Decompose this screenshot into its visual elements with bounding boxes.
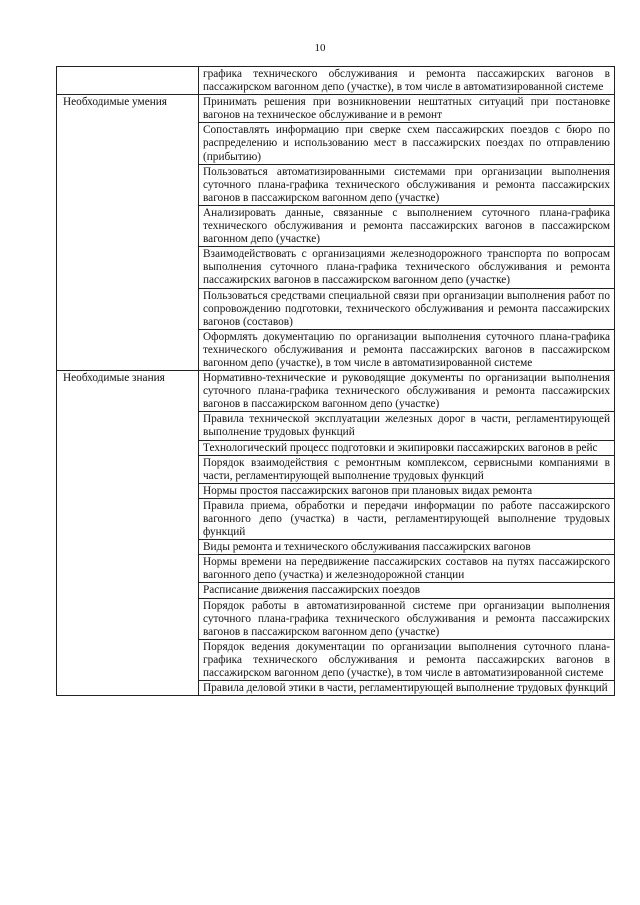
requirement-item: Нормативно-технические и руководящие документы по организации выполнения суточного плана-графика технического обслуживания и ремонта пассажирских вагонов в пассажирском вагонном депо (участке)	[199, 371, 615, 412]
requirement-item: Оформлять документацию по организации выполнения суточного плана-графика технического обслуживания и ремонта пассажирских вагонов в пассажирском вагонном депо (участке), в том числе в автоматизированной системе	[199, 329, 615, 370]
requirement-item: Технологический процесс подготовки и экипировки пассажирских вагонов в рейс	[199, 440, 615, 455]
table-row	[57, 371, 615, 412]
requirement-item: Порядок взаимодействия с ремонтным комплексом, сервисными компаниями в части, регламентирующей выполнение трудовых функций	[199, 455, 615, 483]
requirements-table	[56, 66, 615, 696]
page-number: 10	[314, 42, 326, 54]
requirement-item: Правила деловой этики в части, регламентирующей выполнение трудовых функций	[199, 681, 615, 696]
requirement-item: Нормы простоя пассажирских вагонов при плановых видах ремонта	[199, 483, 615, 498]
requirement-item: графика технического обслуживания и ремонта пассажирских вагонов в пассажирском вагонном депо (участке), в том числе в автоматизированной системе	[199, 67, 615, 95]
requirement-item: Пользоваться средствами специальной связи при организации выполнения работ по сопровождению подготовки, технического обслуживания и ремонта пассажирских вагонов (составов)	[199, 288, 615, 329]
requirement-item: Анализировать данные, связанные с выполнением суточного плана-графика технического обслуживания и ремонта пассажирских вагонов в пассажирском вагонном депо (участке)	[199, 205, 615, 246]
requirement-item: Порядок работы в автоматизированной системе при организации выполнения суточного плана-графика технического обслуживания и ремонта пассажирских вагонов в пассажирском вагонном депо (участке)	[199, 598, 615, 639]
table-row	[57, 67, 615, 95]
row-label: Необходимые умения	[57, 95, 199, 371]
requirement-item: Правила технической эксплуатации железных дорог в части, регламентирующей выполнение трудовых функций	[199, 412, 615, 440]
row-label	[57, 67, 199, 95]
table-row	[57, 95, 615, 123]
requirement-item: Порядок ведения документации по организации выполнения суточного плана-графика технического обслуживания и ремонта пассажирских вагонов в пассажирском вагонном депо (участке), в том числе в автоматизированной системе	[199, 639, 615, 680]
requirement-item: Виды ремонта и технического обслуживания пассажирских вагонов	[199, 540, 615, 555]
requirement-item: Сопоставлять информацию при сверке схем пассажирских поездов с бюро по распределению и использованию мест в пассажирских поездах по отправлению (прибытию)	[199, 123, 615, 164]
requirement-item: Принимать решения при возникновении нештатных ситуаций при постановке вагонов на техническое обслуживание и в ремонт	[199, 95, 615, 123]
requirements-table-body	[57, 67, 615, 696]
requirement-item: Пользоваться автоматизированными системами при организации выполнения суточного плана-графика технического обслуживания и ремонта пассажирских вагонов в пассажирском вагонном депо (участке)	[199, 164, 615, 205]
requirement-item: Расписание движения пассажирских поездов	[199, 583, 615, 598]
row-label: Необходимые знания	[57, 371, 199, 696]
requirement-item: Взаимодействовать с организациями железнодорожного транспорта по вопросам выполнения суточного плана-графика технического обслуживания и ремонта пассажирских вагонов в пассажирском вагонном депо (участке)	[199, 247, 615, 288]
requirement-item: Правила приема, обработки и передачи информации по работе пассажирского вагонного депо (участка) в части, регламентирующей выполнение трудовых функций	[199, 498, 615, 539]
requirement-item: Нормы времени на передвижение пассажирских составов на путях пассажирского вагонного депо (участка) и железнодорожной станции	[199, 555, 615, 583]
